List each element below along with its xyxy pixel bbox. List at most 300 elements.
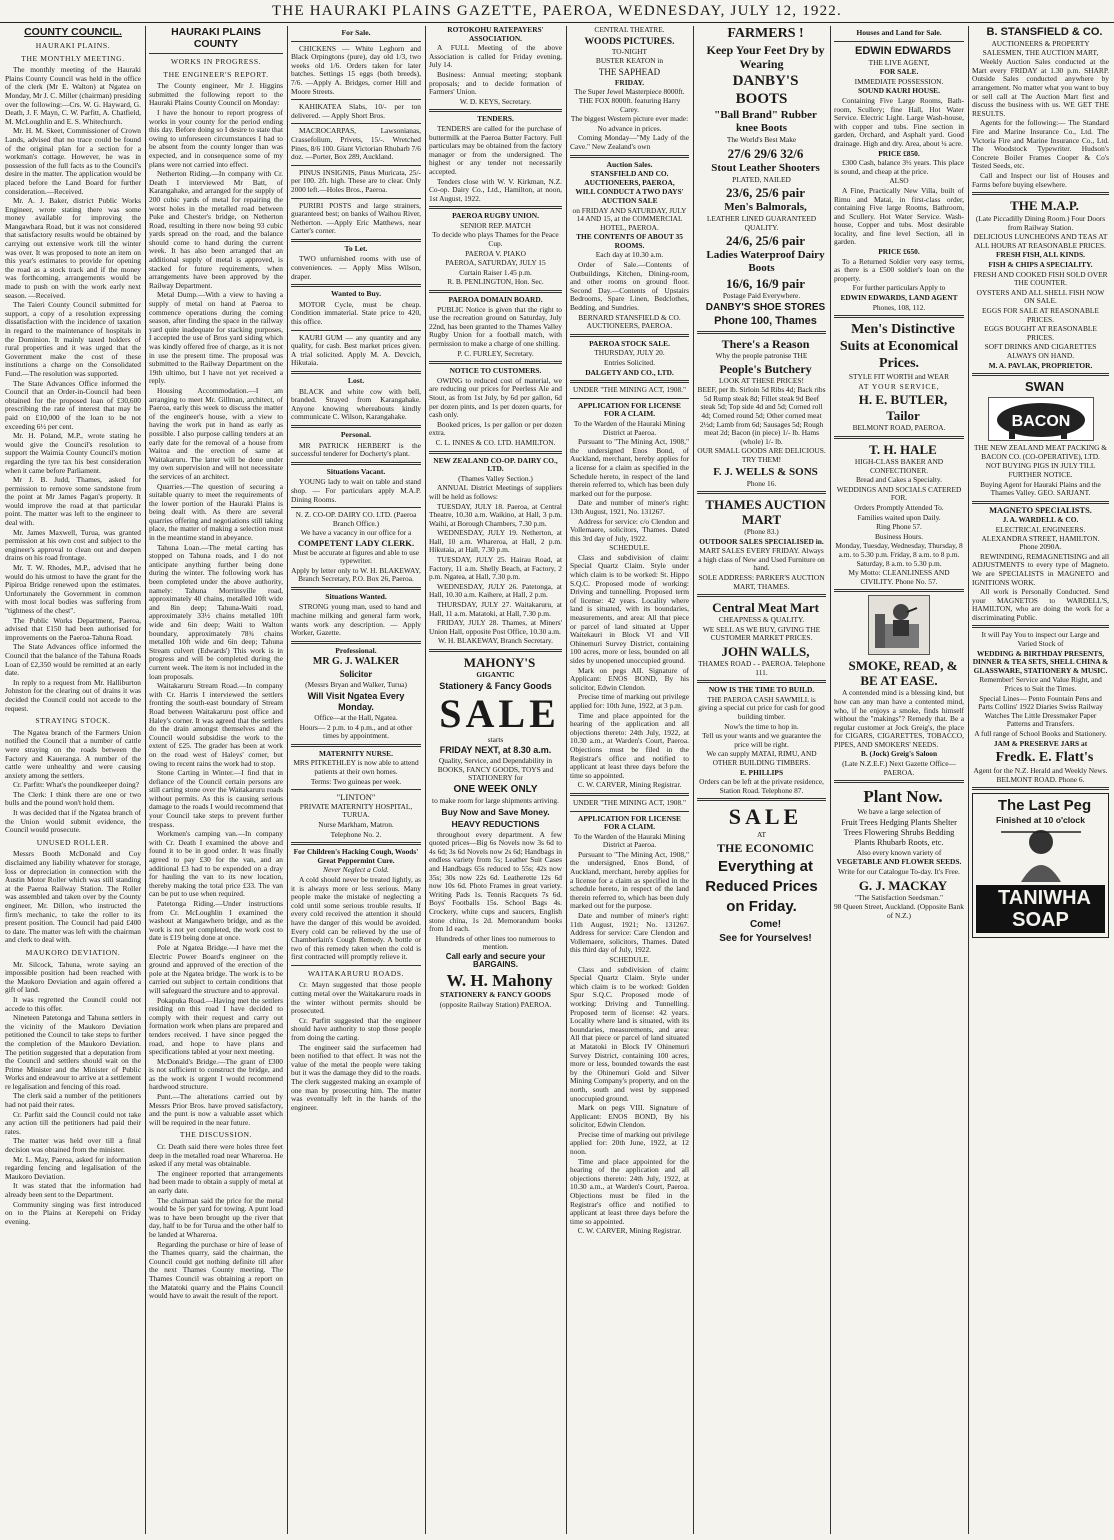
ad-text: We have a large selection of: [857, 807, 941, 817]
paragraph: Quarries.—The question of securing a suitable quarry to meet the requirements of the lower portion of the Hauraki Plains is being dealt with. As there are several quarries offering and negotiations still taking place, the matter of making a selection must in the meantime stand in abeyance.: [149, 481, 283, 543]
ad-text: Date and number of miner's right: 13th August, 1921, No. 131267.: [570, 498, 689, 516]
divider: [834, 315, 964, 318]
ad-heading: NOW IS THE TIME TO BUILD.: [708, 685, 815, 695]
column-boots-butchery: [694, 26, 829, 1534]
ad-text: WEDDINGS AND SOCIALS CATERED FOR.: [836, 484, 962, 503]
paragraph: It was regretted the Council could not accede to this offer.: [5, 994, 141, 1013]
paragraph: Tahuna Loan.—The metal carting has stopped on Tahuna roads, and I do not anticipate anything further being done during the winter. The following work has been completed under the above authority, namely: Tahuna Morrinsville road, approximately 40 chains, metalled 10ft wide and 8in deep; Tahuna-Waiti road, approximately 33½ chains metalled 10ft wide and 6in deep; Waiti to Walton boundary, approximately 78¾ chains metalled 10ft wide and 6in deep; Tahuna Stream culvert (Edwards') This work is in progress and will be completed during the current week. The item is not included in the loan proposals.: [149, 542, 283, 681]
ad-signature: R. B. PENLINGTON, Hon. Sec.: [447, 277, 544, 287]
ad-heading: Everything at Reduced Prices on Friday.: [705, 857, 818, 915]
paragraph: Netherton Riding.—In company with Cr. Death I interviewed Mr Batt, of Karangahake, and arranged for the supply of 200 cubic yards of metal for repairing the worst holes in the metalled road between Puke and Chester's bridge, on Netherton Road, resulting in there now being 93 cubic yards spread on the road, and the balance should come to hand during the current week. It has also been arranged that an additional supply of metal is approved, is stacked for future requirements, when arrangements have been approved by the Railway Department.: [149, 169, 283, 290]
ad-text: Booked prices, 1s per gallon or per dozen extra.: [429, 419, 562, 438]
ad-text: ANNUAL District Meetings of suppliers will be held as follows:: [429, 483, 562, 501]
ad-heading: MAGNETO SPECIALISTS.: [989, 505, 1092, 515]
ad-text: FRESH AND COOKED FISH SOLD OVER THE COUNTER.: [973, 269, 1108, 288]
ad-text: FRESH FISH, ALL KINDS.: [996, 250, 1085, 260]
paragraph: I have the honour to report progress of works in your county for the period ending this day. Before doing so I desire to state that owing to unforeseen circumstances I had to be absent from the county longer than was expected, and in consequence some of my plans were not carried into effect.: [149, 107, 283, 169]
ad-text: SENIOR REP. MATCH: [460, 220, 531, 230]
ad-text: PLATED, NAILED: [732, 174, 791, 184]
paragraph: Nineteen Patetonga and Tahuna settlers in the vicinity of the Maukoro Deviation petitioned the Council to take steps to further the completion of the Maukoro Deviation. The petition suggested that a deputation from the Council and settlers should wait on the Prime Minister and the Minister of Public Works and endeavour to arrive at a settlement re legalisation and fencing of this road.: [5, 1013, 141, 1091]
ad-text: AT: [756, 830, 767, 840]
ad-signature: C. W. CARVER, Mining Registrar.: [577, 1226, 682, 1236]
smoker-illustration: [868, 595, 930, 655]
classified-ad: MR PATRICK HERBERT is the successful tenderer for Docherty's plant.: [291, 440, 421, 459]
ad-text: Apply by letter only to W. H. BLAKEWAY, Branch Secretary, P.O. Box 26, Paeroa.: [291, 565, 421, 584]
ad-text: NOT BUYING PIGS IN JULY TILL FURTHER NOTICE.: [985, 461, 1096, 479]
paragraph: Pole at Ngatea Bridge.—I have met the Electric Power Board's engineer on the ground and approved of the erection of the pole at the Ngatea bridge. The work is to be carried out subject to certain conditions that will safeguard the structure and to approval.: [149, 942, 283, 995]
ad-text: THAMES ROAD - - PAEROA. Telephone 111.: [698, 659, 825, 677]
ad-heading: CENTRAL THEATRE.: [594, 26, 665, 34]
ad-text: OWING to reduced cost of material, we are reducing our prices for Peerless Ale and Stout, as from 1st July, by 6d per gallon, 6d per dozen pints, and 1s per dozen quarts, for cash only.: [429, 375, 562, 420]
classified-ad: YOUNG lady to wait on table and stand shop. — For particulars apply M.A.P. Dining Rooms.: [291, 477, 421, 504]
ad-heading: Will Visit Ngatea Every Monday.: [307, 691, 405, 713]
section-heading: THE DISCUSSION.: [179, 1130, 253, 1140]
ad-signature: DALGETY AND CO., LTD.: [585, 367, 674, 377]
ad-text: EGGS BOUGHT AT REASONABLE PRICES.: [984, 324, 1097, 342]
ad-text: Hundreds of other lines too numerous to mention.: [435, 933, 556, 952]
ad-text: Quality, Service, and Dependability in BOOKS, FANCY GOODS, TOYS and STATIONERY for: [437, 756, 554, 783]
ad-text: OUR SMALL GOODS ARE DELICIOUS. TRY THEM!: [697, 446, 826, 464]
ad-heading: B. STANSFIELD & CO.: [986, 26, 1103, 38]
sale-banner: SALE: [728, 804, 803, 830]
section-heading: THE ENGINEER'S REPORT.: [163, 69, 269, 79]
category-heading: Personal.: [340, 429, 372, 439]
ad-heading: F. J. WELLS & SONS: [713, 465, 818, 478]
ad-text: Terms: Two guineas per week.: [310, 776, 402, 786]
ad-text: Monday, Tuesday, Wednesday, Thursday, 8 a.m. to 5.30 p.m. Friday, 8 a.m. to 8 p.m. Saturday, 8 a.m. to 5.30 p.m.: [835, 541, 963, 568]
ad-text: Phone 16.: [746, 478, 777, 488]
ad-heading: "Ball Brand" Rubber knee Boots: [714, 109, 817, 134]
category-heading: Lost.: [347, 376, 365, 385]
divider: [570, 398, 689, 399]
ad-text: Postage Paid Everywhere.: [722, 291, 801, 301]
ad-text: Business Hours.: [874, 531, 924, 541]
ad-text: A contended mind is a blessing kind, but how can any man have a contented mind, who, if he enjoys a smoke, finds himself without the "makings"? Remedy that. Be a regular customer at Jock Greig's, the place for CIGARS, CIGARETTES, TOBACCO, PIPES, AND SMOKERS' NEEDS.: [834, 688, 964, 749]
ad-text: Curtain Raiser 1.45 p.m.: [459, 267, 532, 277]
ad-heading: UNDER "THE MINING ACT, 1908.": [572, 797, 687, 807]
ad-text: WEDNESDAY, JULY 19. Netherton, at Hall, 10 a.m. Whareroa, at Hall, 2 p.m. Hikutaia, at Hall, 7.30 p.m.: [429, 528, 562, 555]
ad-text: THURSDAY, JULY 20.: [594, 348, 665, 358]
paragraph: Punt.—The alterations carried out by Messrs Prior Bros. have proved satisfactory, and the punt is now a valuable asset which will be required in the near future.: [149, 1092, 283, 1127]
paragraph: Community singing was first introduced on to the Plains at Kerepehi on Friday evening.: [5, 1199, 141, 1226]
ad-text: It will Pay You to inspect our Large and Varied Stock of: [981, 630, 1100, 649]
ad-heading: THAMES AUCTION MART: [705, 497, 826, 528]
ad-text: Phones, 108, 112.: [872, 302, 926, 312]
ad-text: Finished at 10 o'clock: [996, 815, 1085, 826]
ad-text: All work is Personally Conducted. Send your MAGNETOS to WARDELL'S, HAMILTON, who are doing the work for a discriminating Public.: [972, 587, 1109, 622]
divider: [697, 798, 826, 801]
ad-heading: STANSFIELD AND CO. AUCTIONEERS, PAEROA,: [584, 169, 675, 187]
ad-heading: DANBY'S BOOTS: [732, 73, 799, 107]
ad-heading: THE ECONOMIC: [716, 840, 814, 855]
ad-text: THURSDAY, JULY 27. Waitakaruru, at Hall, 11 a.m. Matatoki, at Hall, 7.30 p.m.: [429, 600, 562, 618]
ad-text: SOLE ADDRESS: PARKER'S AUCTION MART, THAMES.: [698, 573, 825, 591]
bacon-wordmark: BACON: [1011, 413, 1070, 431]
ad-text: The biggest Western picture ever made:: [570, 114, 689, 124]
ad-text: Precise time of marking out privilege applied for: 10th June, 1922, at 3 p.m.: [570, 692, 689, 710]
ad-text: Telephone No. 2.: [330, 829, 382, 839]
ad-heading: Ladies Waterproof Dairy Boots: [706, 249, 825, 275]
ad-text: OYSTERS AND ALL SHELL FISH NOW ON SALE.: [976, 287, 1105, 306]
ad-text: Hours— 2 p.m. to 4 p.m., and at other times by appointment.: [299, 722, 413, 741]
sale-banner: SALE: [439, 690, 560, 736]
divider: [697, 331, 826, 334]
column-notices: [426, 26, 565, 1534]
ad-heading: NOTICE TO CUSTOMERS.: [449, 366, 542, 376]
paragraph: Mr. James Maxwell, Turua, was granted permission at his own cost and subject to the engineer's approval to clean out and deepen drains on his road frontage.: [5, 527, 141, 563]
ad-text: HIGH-CLASS BAKER AND CONFECTIONER.: [854, 457, 944, 475]
paragraph: Mr. A. J. Baker, district Public Works Engineer, wrote stating there was some money available for improving the Mangawhara Road, but it was not considered that satisfactory results would be obtained by carrying out extensive work till the winter was over. It was proposed to note an item on this year's estimates to provide for opening the road as a stock track and if the money was forthcoming, arrangements would be made to push on with the work early next season. —Received.: [5, 196, 141, 300]
divider: [429, 649, 562, 652]
classified-ad: PINUS INSIGNIS, Pinus Muricata, 25/- per 100. 2ft. high. These are to clear. Only 2000 left.—Holes Bros., Paeroa.: [291, 167, 421, 194]
paragraph: The matter was held over till a final decision was obtained from the minister.: [5, 1136, 141, 1155]
category-heading: Houses and Land for Sale.: [856, 28, 942, 37]
ad-text: to make room for large shipments arriving.: [432, 795, 559, 805]
ad-text: IMMEDIATE POSSESSION.: [854, 76, 944, 86]
classified-ad: STRONG young man, used to hand and machine milking and general farm work, wants work any description. — Apply Worker, Gazette.: [291, 602, 421, 638]
ad-text: MART SALES EVERY FRIDAY. Always a high class of New and Used Furniture on hand.: [698, 546, 825, 573]
divider: [291, 842, 421, 845]
ad-text: Class and subdivision of claim: Special Quartz Claim. Style under which claim is to be worked: Golden Spur S.Q.C. Proposed mode of working: Driving and Tunnelling. Proposed term of license: 42 years. Locality where land is situated, with its boundaries, measurements, and area: All that piece or parcel of land situated at Matatoki in Block IV Ohinemuri Survey District, containing 100 acres, more or less, bounded towards the east by the Ohinemuri Gold and Silver Mining Company's property, and on the north, south and west by supposed unoccupied ground.: [570, 964, 689, 1103]
paragraph: The engineer said the surfacemen had been notified to that effect. It was not the value of the metal the people were taking but it was the damage they did to the roads. The clerk suggested making an example of one man by prosecuting him. The matter was eventually left in the hands of the engineer.: [291, 1042, 421, 1112]
price: 16/6, 16/9 pair: [725, 276, 806, 292]
ad-text: A full range of School Books and Stationery.: [974, 729, 1107, 738]
ad-text: THE PAEROA CASH SAWMILL is giving a special cut price for cash for good building timber.: [698, 694, 825, 721]
divider: [570, 793, 689, 796]
ad-heading: E. PHILLIPS: [739, 767, 784, 777]
ad-heading: T. H. HALE: [869, 442, 937, 457]
paragraph: Cr. Parfitt suggested that the engineer should have authority to stop those people from doing the carting.: [291, 1015, 421, 1043]
ad-heading: For Children's Hacking Cough, Woods' Great Peppermint Cure.: [293, 847, 419, 865]
divider: [972, 192, 1109, 195]
ad-heading: ROTOKOHU RATEPAYERS' ASSOCIATION.: [447, 26, 544, 43]
ad-heading: MR G. J. WALKER: [312, 656, 400, 668]
ad-text: SOFT DRINKS AND CIGARETTES ALWAYS ON HAND.: [984, 342, 1097, 360]
laundry-woman-icon: [991, 826, 1091, 882]
divider: [291, 239, 421, 242]
paragraph: Messrs Booth McDonald and Coy disclaimed any liability whatever for storage, loss or depreciation in connection with the Austin Motor Roller which was still standing at the Paeroa Railway Station. The Roller was assembled and taken over by the County engineer, Mr. Dillon, who instructed the firm's mechanic, to take the roller to its present position. The Council had paid £400 to date. The matter was left with the chairman and clerk to deal with.: [5, 849, 141, 945]
column-hauraki-plains-county: [146, 26, 286, 1534]
paragraph: It was decided that if the Ngatea branch of the Union would submit evidence, the Council would prosecute.: [5, 808, 141, 835]
ad-heading: PAEROA RUGBY UNION.: [452, 211, 539, 221]
paragraph: Cr. Parfitt said the Council could not take any action till the petitioners had paid their rates.: [5, 1109, 141, 1136]
armchair-smoker-icon: [869, 596, 929, 654]
ad-heading: Men's Distinctive Suits at Economical Prices.: [839, 322, 959, 372]
ad-text: EGGS FOR SALE AT REASONABLE PRICES.: [982, 306, 1099, 324]
ad-text: Bread and Cakes a Specialty.: [856, 475, 942, 485]
divider: [291, 41, 421, 42]
ad-text: throughout every department. A few quoted prices—Big 6s Novels now 3s 6d to 4s 6d; 3s 6d Novels now 2s 6d; Handbags in endless variety from 5s; Leather Suit Cases and Handbags 65s reduced to 55s; 42s now 35s; 30s now 22s 6d. Leatherette 12s 6d now 10s 6d. Photo Frames in great variety. Writing Pads 1s. Tennis Racquets 7s 6d. Boys' Footballs 15s. School Bags 4s. Crockery, white cups and saucers, English stone china, 1s 2d. Memorandum books from 1d each.: [429, 829, 562, 934]
ad-text: To the Warden of the Hauraki Mining District at Paeroa.: [573, 418, 686, 437]
classified-ad: MACROCARPAS, Lawsonianas, Crassefolium, Privets, 15/-. Wretched Pines, 8/6 100. Giant Victorian Rhubarb 7/6 doz. —Porter, Box 289, Auckland.: [291, 126, 421, 162]
ad-text: OUTDOOR SALES SPECIALISED in.: [699, 536, 824, 546]
ad-text: Address for service: c/o Clendon and Vollemaere, solicitors, Thames. Dated this 3rd day of July, 1922.: [570, 516, 689, 543]
ad-text: Precise time of marking out privilege applied for: 20th June, 1922, at 12 noon.: [570, 1129, 689, 1157]
divider: [429, 206, 562, 209]
ad-text: Order of Sale.—Contents of Outbuildings, Kitchen, Dining-room, and other rooms on ground floor. Second Day.—Contents of Upstairs Bedrooms, Spare Linen, Bedclothes, Bedding, and Sundries.: [570, 260, 689, 313]
divider: [291, 330, 421, 331]
paragraph: Mr J. B. Judd, Thames, asked for permission to remove some sandstone from the point at Mr James Pagan's property. It would improve the road at that particular point. The matter was left to the engineer to deal with.: [5, 475, 141, 528]
divider: [291, 965, 421, 966]
ad-heading: SCHEDULE.: [609, 955, 650, 964]
ad-heading: The Last Peg: [997, 797, 1092, 815]
ad-heading: NEW ZEALAND CO-OP. DAIRY CO., LTD.: [433, 455, 558, 474]
ad-text: starts: [487, 734, 504, 744]
ad-text: Mark on pegs VIII. Signature of Applicant: ENOS BOND, By his solicitor, Edwin Clendon.: [570, 1103, 689, 1130]
ad-heading: People's Butchery: [719, 361, 812, 376]
ad-text: For further particulars Apply to: [852, 283, 946, 293]
ad-text: Coming Monday—"My Lady of the Cave." New Zealand's own: [570, 133, 689, 151]
section-heading: UNUSED ROLLER.: [36, 837, 110, 847]
ad-heading: FARMERS !: [727, 26, 804, 41]
price: 23/6, 25/6 pair: [725, 185, 806, 201]
ad-text: TUESDAY, JULY 25. Hairau Road, at Factory, 11 a.m. Shelly Beach, at Factory, 2 p.m. Ngatea, at Hall, 7.30 p.m.: [429, 555, 562, 582]
ad-text: Also every known variety of: [856, 847, 942, 857]
divider: [429, 109, 562, 112]
ad-heading: Keep Your Feet Dry by Wearing: [706, 43, 825, 71]
ad-heading: ONE WEEK ONLY: [453, 783, 538, 795]
ad-text: PUBLIC Notice is given that the right to use the recreation ground on Saturday, July 22nd, has been granted to the Thames Valley Rugby Union for a football match, with permission to make a charge of one shilling.: [429, 304, 562, 348]
divider: [291, 789, 421, 790]
paragraph: Cr. Parfitt: What's the poundkeeper doing?: [13, 780, 139, 790]
ad-text: Nurse Markham, Matron.: [318, 819, 394, 829]
ad-signature: M. A. PAVLAK, PROPRIETOR.: [988, 360, 1093, 370]
ad-heading: GIGANTIC: [476, 670, 515, 679]
ad-text: Office—at the Hall, Ngatea.: [314, 713, 398, 723]
ad-text: No advance in prices.: [597, 123, 662, 133]
divider: [291, 284, 421, 287]
ad-heading: Fredk. E. Flatt's: [995, 750, 1094, 766]
price: 27/6 29/6 32/6: [727, 145, 804, 161]
ad-text: BELMONT ROAD, PAEROA.: [852, 423, 946, 433]
ad-heading: SOUND KAURI HOUSE.: [858, 86, 940, 96]
ad-heading: "LINTON": [336, 792, 376, 803]
divider: [570, 380, 689, 383]
ad-text: To a Returned Soldier very easy terms, as there is a £500 soldier's loan on the property.: [834, 256, 964, 283]
ad-text: Fruit Trees Hedging Plants Shelter Trees Flowering Shrubs Bedding Plants Rhubarb Roots, etc.: [841, 817, 957, 847]
divider: [291, 165, 421, 166]
category-heading: To Let.: [344, 243, 368, 253]
ad-text: Time and place appointed for the hearing of the application and all objections thereto: 24th July, 1922, at 10.30 a.m., at Warden's Court, Paeroa. Objections must be filed in the Registrar's office and notified to applicant at least three days before the time so appointed.: [570, 1156, 689, 1226]
ad-text: Orders Promptly Attended To.: [854, 502, 944, 512]
paragraph: The Public Works Department, Paeroa, advised that £150 had been authorised for improvements on the Paeroa-Tahuna Road.: [5, 615, 141, 642]
ad-text: (Messrs Bryan and Walker, Turua): [305, 680, 407, 690]
ad-heading: Plant Now.: [863, 787, 943, 807]
ad-heading: THE M.A.P.: [1010, 198, 1079, 214]
ad-text: Time and place appointed for the hearing of the application and all objections thereto: 24th July, 1922, at 10.30 a.m., at Warden's Court, Paeroa. Objections must be filed in the Registrar's office and notified to applicant at least three days before the time so appointed.: [570, 710, 689, 780]
ad-text: A Fine, Practically New Villa, built of Rimu and Matai, in first-class order, containing Five large Rooms, Bathroom, and Scullery. Hot Water Service. Wash-house, Copper and tubs. Most desirable locality, and fine level Section, all in garden.: [834, 185, 964, 247]
ad-text: STATIONERY & FANCY GOODS: [440, 990, 551, 1000]
paragraph: Mr. H. M. Skeet, Commissioner of Crown Lands, advised that no trace could be found of the original plan for a section for a workman's cottage. However, he was in possession of the full facts as to the Council's desire in the matter. The application would be placed before the Land Board for further consideration.—Received.: [5, 126, 141, 196]
classified-ad: CHICKENS — White Leghorn and Black Orpingtons (pure), day old 1/3, two weeks old 1/6. Orders taken for later batches. Settings 15 eggs (both breeds), 7/6. —Apply A. Bridges, corner Hill and Moore Streets.: [291, 43, 421, 96]
article-subtitle: WORKS IN PROGRESS.: [170, 57, 262, 66]
paragraph: The monthly meeting of the Hauraki Plains County Council was held in the office of the clerk (Mr E. Walton) at Ngatea on Monday, Mr J. C. Miller (chairman) presiding over the following:—Crs. W. G. Hayward, G. Death, J. F. Mayn, C. W. Parfitt, A. Chatfield, M. McLoughlin and E. S. Whitechurch.: [5, 65, 142, 126]
paragraph: Mr. L. May, Paeroa, asked for information regarding fencing and legalisation of the Maukoro Deviation.: [5, 1154, 141, 1181]
ad-signature: BERNARD STANSFIELD & CO. AUCTIONEERS, PAEROA.: [578, 312, 681, 331]
section-heading: THE MONTHLY MEETING.: [21, 53, 125, 63]
ad-text: £300 Cash, balance 3½ years. This place is sound, and cheap at the price.: [834, 158, 964, 176]
ad-text: TUESDAY, JULY 18. Paeroa, at Central Theatre, 10.30 a.m. Waikino, at Hall, 3 p.m. Waihi, at Borough Chambers, 7.30 p.m.: [429, 501, 562, 528]
ad-text: Entries Solicited.: [604, 358, 655, 367]
ad-heading: THE CONTENTS OF ABOUT 35 ROOMS.: [576, 232, 683, 250]
ad-text: Containing Five Large Rooms, Bath-room, Scullery; fine Hall, Hot Water Service. Electric Light. Large Wash-house, with copper and tubs. Fine section in garden, Orchard, and Asphalt yard. Good drainage. High and dry. Area, about ¼ acre.: [834, 95, 964, 148]
paragraph: The State Advances Office informed the Council that an Order-in-Council had been obtained for the proposed loan of £30,600 prescribing the rate of interest that may be paid on £10,000 of the loan to be not exceeding 6½ per cent.: [5, 378, 141, 431]
bacon-logo: [988, 397, 1094, 441]
ad-heading: JOHN WALLS,: [721, 644, 810, 660]
ad-heading: HEAVY REDUCTIONS: [451, 818, 540, 829]
column-county-council: [2, 26, 144, 1534]
ad-text: The Super Jewel Masterpiece 8000ft. THE FOX 8000ft. featuring Harry Carey.: [574, 87, 685, 114]
ad-text: LOOK AT THESE PRICES!: [719, 375, 804, 385]
ad-text: (Late N.Z.E.F.) Next Gazette Office—PAEROA.: [842, 759, 956, 777]
ad-heading: Solicitor: [339, 669, 373, 680]
ad-text: We have a vacancy in our office for a: [300, 528, 412, 538]
divider: [291, 198, 421, 199]
ad-heading: PAEROA STOCK SALE.: [589, 338, 670, 348]
ad-signature: W. H. BLAKEWAY, Branch Secretary.: [437, 636, 553, 646]
category-heading: Auction Sales.: [606, 159, 653, 169]
paragraph: A cold should never be treated lightly, as it is always more or less serious. Many people make the mistake of neglecting a cold until some serious trouble results. If every cold received the attention it should have the danger of this would be avoided. Every cold can be relieved by the use of Chamberlain's Cough Remedy. A bottle or two of this remedy taken when the cold is first contracted will promptly relieve it.: [291, 874, 421, 962]
paragraph: Mr. H. Poland, M.P., wrote stating he would give the Council's resolution to support the Waimia County Council's motion regarding the tyre tax his best consideration when it came before Parliament.: [5, 431, 141, 475]
masthead: THE HAURAKI PLAINS GAZETTE, PAEROA, WEDNESDAY, JULY 12, 1922.: [0, 0, 1114, 23]
ad-text: FISH & CHIPS A SPECIALITY.: [988, 260, 1093, 270]
divider: [697, 680, 826, 683]
ad-text: Call and Inspect our list of Houses and Farms before buying elsewhere.: [972, 170, 1109, 189]
paragraph: The Ngatea branch of the Farmers Union notified the Council that a number of cattle were straying on the roads between the Factory and Kaueranga. A number of the cattle were unhealthy and were causing anxiety among the settlers.: [5, 727, 141, 780]
ad-text: WEDNESDAY, JULY 26. Patetonga, at Hall, 10.30 a.m. Kaihere, at Hall, 2 p.m.: [429, 581, 562, 600]
ad-heading: See for Yourselves!: [719, 932, 812, 944]
ad-signature: W. D. KEYS, Secretary.: [459, 96, 532, 106]
ad-text: Pursuant to "The Mining Act, 1908," the undersigned Enos Bond, of Auckland, merchant, hereby applies for a license for a claim as specified in the Schedule hereto, in respect of the land therein referred to, which has been duly marked out for the purpose.: [570, 437, 689, 498]
paragraph: Workmen's camping van.—In company with Cr. Death I examined the above and found it to be in good order. It was finally agreed to pay £30 for the van, and an additional £3 had to be expended on a dray for hauling the van to its new location, thereby making the total price £33. The van can be put to use when required.: [149, 829, 283, 899]
ad-text: "The Satisfaction Seedsman.": [855, 892, 943, 902]
column-businesses: [969, 26, 1112, 1534]
ad-heading: PAEROA DOMAIN BOARD.: [448, 295, 543, 305]
ad-heading: N. Z. CO-OP. DAIRY CO. LTD. (Paeroa Branch Office.): [295, 510, 417, 528]
divider: [291, 425, 421, 428]
ad-text: THE LIVE AGENT,: [868, 57, 930, 67]
ad-heading: There's a Reason: [721, 336, 810, 351]
ad-heading: Buy Now and Save Money.: [441, 806, 550, 817]
paragraph: It was stated that the information had already been sent to the Department.: [5, 1181, 141, 1199]
divider: [429, 361, 562, 364]
ad-heading: SMOKE, READ, & BE AT EASE.: [848, 658, 958, 689]
ad-text: AUCTIONEERS & PROPERTY SALESMEN, THE AUCTION MART,: [982, 39, 1099, 57]
ad-text: PAEROA, SATURDAY, JULY 15: [445, 258, 546, 268]
ad-heading: SWAN: [1025, 379, 1064, 395]
ad-heading: Tailor: [886, 408, 920, 424]
paragraph: Housing Accommodation.—I am arranging to meet Mr. Gillman, architect, of Paeroa, early this week to discuss the matter of the engineer's house, with a view to having the work put in hand as early as possible. I also purpose calling tenders at an early date for the removal of a house from Waitoa and the erection of same at Waitakaruru. The latter will be done under my own supervision and will not necessitate the services of an architect.: [149, 385, 283, 481]
ad-signature: C. L. INNES & CO. LTD. HAMILTON.: [435, 437, 556, 447]
ad-text: (Late Piccadilly Dining Room.) Four Doors from Railway Station.: [975, 214, 1106, 232]
category-heading: Wanted to Buy.: [330, 289, 381, 299]
ad-heading: FRIDAY.: [614, 77, 645, 87]
ad-text: PRIVATE MATERNITY HOSPITAL, TURUA.: [299, 801, 413, 820]
ad-text: The World's Best Make: [726, 135, 797, 144]
ad-text: BUSTER KEATON in: [595, 56, 664, 66]
divider: [834, 436, 964, 439]
paragraph: Metal Dump.—With a view to having a supply of metal on hand at Paeroa to commence operations during the coming season, after finding the space in the railway yard quite inadequate for stacking purposes, I accepted the use of Bros yard siding which was kindly offered free of charge, as it is not in use the present time. The proposal was submitted to the Railway Department on the 19th ultimo, but I have not yet received a reply.: [149, 290, 283, 386]
category-heading: Situations Wanted.: [325, 591, 387, 601]
ad-heading: COMPETENT LADY CLERK.: [297, 537, 415, 548]
paragraph: The engineer reported that arrangements had been made to obtain a supply of metal at an early date.: [149, 1168, 283, 1195]
article-title: HAURAKI PLAINS COUNTY: [171, 26, 261, 50]
divider: [291, 744, 421, 747]
ad-text: REWINDING, REMAGNETISING and all ADJUSTMENTS to every type of Magneto. We are SPECIALISTS in MAGNETO and IGNITIONS WORK.: [972, 551, 1109, 587]
paragraph: The Clerk: I think there are one or two bulls and the pound won't hold them.: [5, 789, 141, 808]
divider: [291, 641, 421, 644]
divider: [570, 155, 689, 158]
divider: [972, 501, 1109, 504]
paragraph: Pokapuka Road.—Having met the settlers residing on this road I have decided to comply with their request and carry out formation work when plans are prepared and tenders received. I have since pegged the road, and hope to have plans and specifications tabled at your next meeting.: [149, 995, 283, 1057]
ad-heading: DANBY'S SHOE STORES: [705, 301, 826, 313]
paragraph: McDonald's Bridge.—The grant of £300 is not sufficient to construct the bridge, and as the work is urgent I would recommend hardwood structure.: [149, 1056, 283, 1092]
ad-text: Families waited upon Daily.: [857, 512, 941, 522]
ad-text: ALSO: [889, 176, 909, 186]
divider: [429, 290, 562, 293]
ad-text: Why the people patronise THE: [715, 350, 808, 360]
article-subtitle: HAURAKI PLAINS.: [35, 41, 111, 50]
ad-text: CHEAPNESS & QUALITY.: [718, 615, 805, 625]
ad-heading: UNDER "THE MINING ACT, 1908.": [572, 385, 687, 395]
price-list: BEEF, per lb. Sirloin 5d Ribs 4d; Back ribs 5d Rump steak 8d; Fillet steak 9d Beef steak 5d; Top side 4d and 5d; Corned roll 4d; Corned round 5d; Other corned meat 2½d; Lamb from 6d; Sausages 5d; Rough meat 2d; Bacon (in piece) 1/- lb. Hams (whole) 1/- lb.: [697, 385, 826, 446]
paragraph: Waitakaruru Stream Road.—In company with Cr. Harris I interviewed the settlers fronting the south-east boundary of Stream Road between Waitakaruru post office and Haley's corner. It was agreed that the settlers do the drain amongst themselves and the Council would subsidise the work to the extent of £25. The grader has been at work on the road west of Haleys' corner, but owing to recent rains the work had to stop.: [149, 681, 283, 768]
category-heading: Situations Vacant.: [326, 466, 386, 476]
classified-ad: PURIRI POSTS and large strainers, guaranteed best; on banks of Waihou River, Netherton. —Apply Eric Matthews, near Carter's corner.: [291, 200, 421, 236]
ad-text: My Motto: CLEANLINESS AND CIVILITY. Phone No. 57.: [848, 568, 950, 586]
price: 24/6, 25/6 pair: [725, 233, 806, 249]
classified-ad: MOTOR Cycle, must be cheap. Condition immaterial. State price to 420, this office.: [291, 299, 421, 327]
column-property-services: [831, 26, 967, 1534]
pig-logo-icon: [989, 398, 1093, 440]
ad-heading: Never Neglect a Cold.: [323, 865, 389, 875]
ad-heading: FRIDAY NEXT, at 8.30 a.m.: [439, 745, 552, 756]
ad-heading: TENDERS.: [477, 114, 514, 124]
ad-heading: Stout Leather Shooters: [711, 161, 820, 174]
ad-heading: Central Meat Mart: [712, 600, 819, 616]
ad-text: To decide who plays Thames for the Peace Cup.: [432, 230, 559, 249]
ad-text: Each day at 10.30 a.m.: [595, 250, 664, 260]
ad-heading: WEDDING & BIRTHDAY PRESENTS, DINNER & TEA SETS, SHELL CHINA & GLASSWARE, STATIONERY & MUSIC.: [972, 648, 1109, 675]
ad-text: Agents for the following:— The Standard Fire and Marine Insurance Co., Ltd. The Victoria Fire and Marine Insurance Co., Ltd. The Woodstock Typewriter. Hudson's Concrete Boiler Frames Cooper & Co's Tested Seeds, etc.: [972, 118, 1109, 171]
ad-heading: Stationery & Fancy Goods: [439, 680, 552, 691]
ad-text: AT YOUR SERVICE,: [858, 381, 940, 391]
divider: [429, 451, 562, 454]
ad-heading: VEGETABLE AND FLOWER SEEDS.: [836, 857, 962, 867]
category-heading: For Sale.: [341, 28, 371, 37]
ad-heading: J. A. WARDELL & CO.: [1002, 515, 1079, 525]
ad-text: WE SELL AS WE BUY, GIVING THE CUSTOMER MARKET PRICES.: [702, 624, 821, 643]
paragraph: Mr. T. W. Rhodes, M.P., advised that he would do his utmost to have the grant for the Pipiroa Bridge renewed upon the estimates. Unfortunately the Government in common with most local bodies was suffering from "tightness of the chest".: [5, 563, 141, 615]
paragraph: Stone Carting in Winter.—I find that in defiance of the Council certain persons are still carting stone over the Waitakaruru roads without permits. As this is causing serious damage to the roads I would recommend that your Council take steps to prevent further trespass.: [149, 768, 283, 829]
ad-text: Call early and secure your BARGAINS.: [445, 951, 546, 970]
classified-ad: TWO unfurnished rooms with use of conveniences. — Apply Miss Wilson, draper.: [291, 254, 421, 281]
paragraph: The State Advances office informed the Council that the balance of the Tahuna Roads Loan of £2,350 would be remitted at an early date.: [5, 642, 141, 678]
ad-heading: EDWIN EDWARDS: [855, 44, 951, 57]
classified-ad: KAURI GUM — any quantity and any quality, for cash. Best market prices given. A trial solicited. Apply M. A. Devcich, Hikutaia.: [291, 332, 421, 368]
ad-heading: W. H. Mahony: [446, 971, 553, 991]
ad-text: PAEROA V. PIAKO: [465, 248, 526, 258]
taniwha-soap-advert: [972, 793, 1109, 937]
ad-text: 98 Queen Street, Auckland. (Opposite Bank of N.Z.): [834, 902, 964, 920]
ad-text: on FRIDAY AND SATURDAY, JULY 14 AND 15, at the COMMERCIAL HOTEL, PAEROA.: [572, 205, 687, 232]
paragraph: The County engineer, Mr J. Higgins submitted the following report to the Hauraki Plains County Council on Monday:: [149, 81, 283, 108]
ad-text: Agent for the N.Z. Herald and Weekly News. BELMONT ROAD. Phone 6.: [973, 766, 1108, 784]
ad-text: FRIDAY, JULY 28. Thames, at Miners' Union Hall, opposite Post Office, 10.30 a.m.: [429, 618, 562, 636]
ad-text: Tenders close with W. V. Kirkman, N.Z. Co-op. Dairy Co., Ltd., Hamilton, at noon, 1st August, 1922.: [429, 176, 562, 203]
ad-text: Ring Phone 57.: [876, 522, 922, 532]
divider: [291, 123, 421, 124]
